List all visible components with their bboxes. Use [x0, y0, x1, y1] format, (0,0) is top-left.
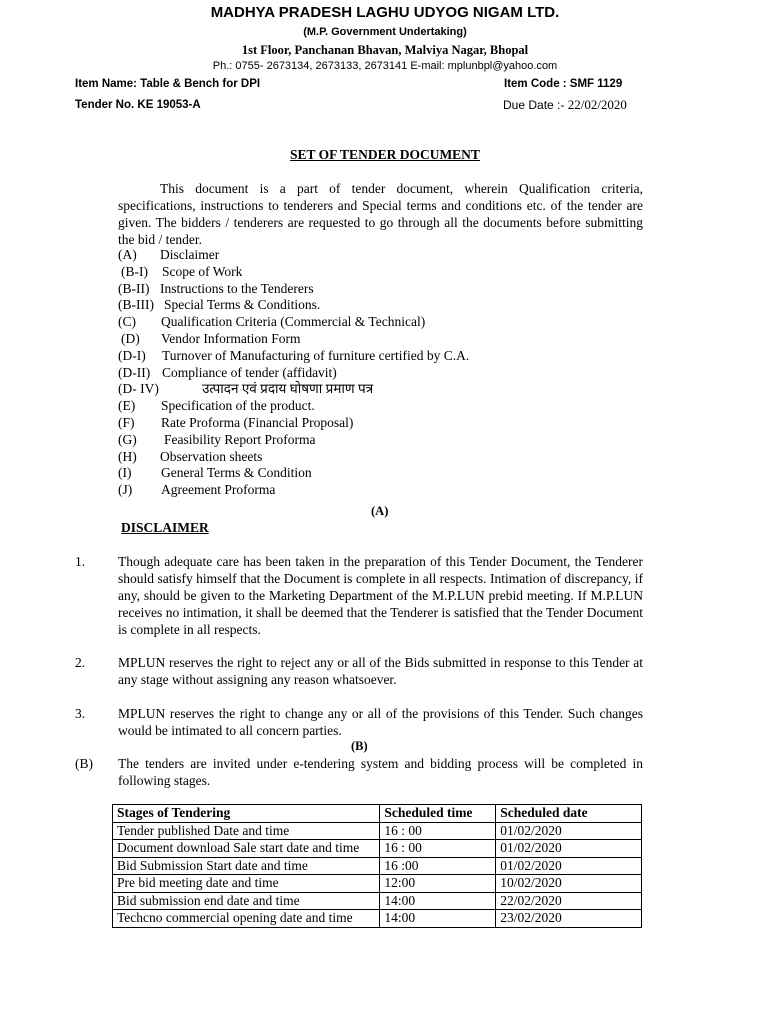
item-code: Item Code : SMF 1129	[504, 78, 623, 90]
table-cell: 12:00	[380, 875, 496, 893]
tender-number: Tender No. KE 19053-A	[75, 99, 201, 111]
table-cell: 16 : 00	[380, 840, 496, 858]
list-item: (E) Specification of the product.	[118, 398, 315, 414]
table-header-row	[113, 805, 642, 823]
table-cell: 16 :00	[380, 857, 496, 875]
table-header-cell: Scheduled date	[496, 805, 642, 823]
table-cell: 01/02/2020	[496, 840, 642, 858]
table-cell: 14:00	[380, 892, 496, 910]
table-cell: 16 : 00	[380, 822, 496, 840]
list-item: (H) Observation sheets	[118, 448, 263, 464]
due-date-value: 22/02/2020	[567, 97, 627, 112]
disclaimer-item-text: MPLUN reserves the right to change any or all of the provisions of this Tender. Such changes would be intimated to all concern parties.	[118, 706, 643, 738]
table-header-cell: Stages of Tendering	[113, 805, 380, 823]
table-cell: 23/02/2020	[496, 910, 642, 928]
due-date	[503, 97, 627, 113]
due-date-label: Due Date :-	[503, 98, 565, 112]
list-item: (G) Feasibility Report Proforma	[118, 431, 316, 447]
table-row	[113, 892, 642, 910]
table-cell: 01/02/2020	[496, 857, 642, 875]
table-row	[113, 875, 642, 893]
table-cell: Pre bid meeting date and time	[113, 875, 380, 893]
table-row	[113, 840, 642, 858]
document-title: SET OF TENDER DOCUMENT	[290, 147, 480, 162]
intro-paragraph: This document is a part of tender document, wherein Qualification criteria, specifications, instructions to tenderers and Special terms and conditions etc. of the tender are given. The bidders / tenderers are requested to go through all the documents before submitting the bid / tender.	[118, 181, 643, 247]
table-cell: Techcno commercial opening date and time	[113, 910, 380, 928]
list-item: (A) Disclaimer	[118, 247, 220, 262]
disclaimer-heading: DISCLAIMER	[121, 520, 209, 535]
disclaimer-item-text: Though adequate care has been taken in the preparation of this Tender Document, the Tenderer should satisfy himself that the Document is complete in all respects. Intimation of discrepancy, if any, should be given to the Marketing Department of the M.P.LUN prebid meeting. If M.P.LUN receives no intimation, it shall be deemed that the Tenderer is satisfied that the Tender Document is complete in all respects.	[118, 554, 643, 637]
section-b-label: (B)	[75, 756, 93, 771]
disclaimer-item-number: 1.	[75, 554, 86, 569]
table-cell: Tender published Date and time	[113, 822, 380, 840]
organization-address: 1st Floor, Panchanan Bhavan, Malviya Nagar, Bhopal	[241, 43, 529, 57]
table-row	[113, 822, 642, 840]
list-item: (B-III) Special Terms & Conditions.	[118, 297, 321, 313]
table-cell: 01/02/2020	[496, 822, 642, 840]
section-b-text: The tenders are invited under e-tendering system and bidding process will be completed in following stages.	[118, 756, 643, 788]
table-cell: Document download Sale start date and time	[113, 840, 380, 858]
list-item: (B-II) Instructions to the Tenderers	[118, 280, 314, 296]
list-item: (B-I) Scope of Work	[121, 263, 243, 279]
table-cell: 22/02/2020	[496, 892, 642, 910]
table-cell: Bid submission end date and time	[113, 892, 380, 910]
section-a-mark: (A)	[371, 504, 389, 518]
table-row	[113, 857, 642, 875]
organization-subtitle: (M.P. Government Undertaking)	[303, 26, 467, 38]
list-item: (D- IV) उत्पादन एवं प्रदाय घोषणा प्रमाण पत्र	[118, 381, 374, 397]
contents-list	[118, 247, 648, 499]
organization-name: MADHYA PRADESH LAGHU UDYOG NIGAM LTD.	[210, 4, 560, 21]
list-item: (J) Agreement Proforma	[118, 482, 276, 498]
table-cell: Bid Submission Start date and time	[113, 857, 380, 875]
disclaimer-item-number: 3.	[75, 706, 86, 721]
list-item: (C) Qualification Criteria (Commercial & Technical)	[118, 314, 426, 330]
list-item: (D) Vendor Information Form	[121, 330, 301, 346]
table-cell: 10/02/2020	[496, 875, 642, 893]
table-header-cell: Scheduled time	[380, 805, 496, 823]
disclaimer-item-text: MPLUN reserves the right to reject any or all of the Bids submitted in response to this Tender at any stage without assigning any reason whatsoever.	[118, 655, 643, 687]
item-name: Item Name: Table & Bench for DPI	[75, 78, 261, 90]
list-item: (D-I) Turnover of Manufacturing of furniture certified by C.A.	[118, 347, 470, 363]
table-cell: 14:00	[380, 910, 496, 928]
list-item: (I) General Terms & Condition	[118, 465, 312, 481]
disclaimer-item-number: 2.	[75, 655, 86, 670]
organization-contact: Ph.: 0755- 2673134, 2673133, 2673141 E-mail: mplunbpl@yahoo.com	[212, 60, 558, 72]
section-b-mark: (B)	[351, 739, 368, 753]
stages-table	[112, 804, 642, 928]
table-row	[113, 910, 642, 928]
list-item: (D-II) Compliance of tender (affidavit)	[118, 364, 337, 380]
list-item: (F) Rate Proforma (Financial Proposal)	[118, 414, 354, 430]
